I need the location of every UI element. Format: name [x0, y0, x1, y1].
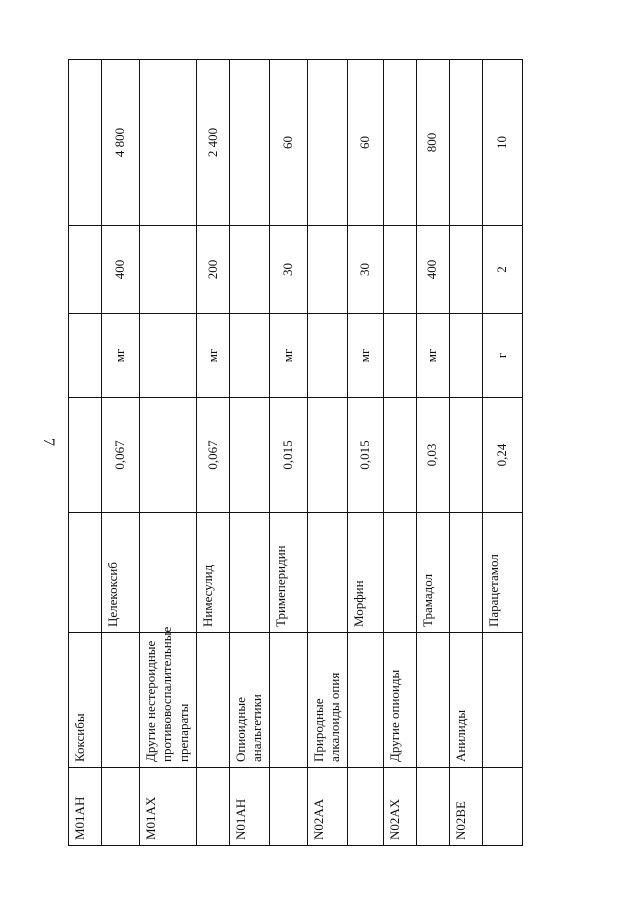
table-row: [416, 60, 449, 846]
cell-substance: Трамадол: [416, 513, 449, 633]
cell-substance: [449, 513, 482, 633]
cell-total: [307, 60, 347, 226]
cell-dose: [307, 226, 347, 314]
table-row: [69, 60, 102, 846]
cell-total: 10: [482, 60, 522, 226]
table-row: [197, 60, 230, 846]
cell-group: Другие нестероидные противовоспалительные препараты: [140, 633, 197, 768]
cell-ddd: 0,03: [416, 398, 449, 513]
cell-total: 800: [416, 60, 449, 226]
cell-ddd: [383, 398, 416, 513]
cell-total: 60: [269, 60, 307, 226]
cell-unit: [307, 314, 347, 398]
cell-group: Природные алкалоиды опия: [307, 633, 347, 768]
cell-substance: Морфин: [347, 513, 383, 633]
cell-total: 2 400: [197, 60, 230, 226]
cell-group: Опиоидные анальгетики: [230, 633, 270, 768]
cell-total: [449, 60, 482, 226]
cell-group: [269, 633, 307, 768]
cell-group: [102, 633, 140, 768]
cell-group: [197, 633, 230, 768]
cell-dose: [383, 226, 416, 314]
cell-dose: 400: [416, 226, 449, 314]
table-row: [482, 60, 522, 846]
cell-code: N02AX: [383, 768, 416, 846]
cell-code: [269, 768, 307, 846]
cell-code: [347, 768, 383, 846]
cell-dose: 200: [197, 226, 230, 314]
table-row: [307, 60, 347, 846]
table-row: [140, 60, 197, 846]
cell-total: [140, 60, 197, 226]
cell-unit: г: [482, 314, 522, 398]
cell-group: [347, 633, 383, 768]
cell-dose: [69, 226, 102, 314]
drug-table: [68, 59, 523, 846]
cell-dose: [140, 226, 197, 314]
cell-total: [383, 60, 416, 226]
cell-substance: [383, 513, 416, 633]
cell-unit: мг: [102, 314, 140, 398]
cell-unit: [69, 314, 102, 398]
cell-unit: [383, 314, 416, 398]
cell-unit: [230, 314, 270, 398]
table-row: [269, 60, 307, 846]
cell-ddd: 0,067: [102, 398, 140, 513]
cell-substance: [230, 513, 270, 633]
cell-ddd: 0,015: [269, 398, 307, 513]
cell-ddd: [307, 398, 347, 513]
cell-dose: [449, 226, 482, 314]
cell-group: Другие опиоиды: [383, 633, 416, 768]
cell-dose: 400: [102, 226, 140, 314]
cell-total: [69, 60, 102, 226]
cell-substance: Целекоксиб: [102, 513, 140, 633]
page-number: 7: [40, 438, 57, 446]
cell-ddd: 0,067: [197, 398, 230, 513]
cell-code: [482, 768, 522, 846]
cell-ddd: [69, 398, 102, 513]
cell-dose: [230, 226, 270, 314]
cell-ddd: [230, 398, 270, 513]
table-row: [347, 60, 383, 846]
cell-total: [230, 60, 270, 226]
cell-code: [197, 768, 230, 846]
cell-substance: [307, 513, 347, 633]
cell-unit: мг: [416, 314, 449, 398]
cell-unit: [140, 314, 197, 398]
cell-group: [482, 633, 522, 768]
cell-group: [416, 633, 449, 768]
cell-code: N01AH: [230, 768, 270, 846]
cell-code: N02AA: [307, 768, 347, 846]
cell-dose: 30: [347, 226, 383, 314]
cell-substance: Тримеперидин: [269, 513, 307, 633]
cell-code: M01AX: [140, 768, 197, 846]
table-row: [102, 60, 140, 846]
cell-dose: 30: [269, 226, 307, 314]
cell-unit: мг: [197, 314, 230, 398]
cell-code: [416, 768, 449, 846]
cell-substance: Парацетамол: [482, 513, 522, 633]
cell-code: N02BE: [449, 768, 482, 846]
cell-total: 4 800: [102, 60, 140, 226]
cell-unit: мг: [347, 314, 383, 398]
cell-code: [102, 768, 140, 846]
cell-substance: [69, 513, 102, 633]
table-row: [230, 60, 270, 846]
rotated-table: [68, 60, 509, 846]
cell-dose: 2: [482, 226, 522, 314]
cell-total: 60: [347, 60, 383, 226]
cell-ddd: 0,015: [347, 398, 383, 513]
cell-ddd: 0,24: [482, 398, 522, 513]
cell-substance: [140, 513, 197, 633]
table-row: [383, 60, 416, 846]
cell-unit: мг: [269, 314, 307, 398]
cell-ddd: [140, 398, 197, 513]
cell-unit: [449, 314, 482, 398]
cell-code: M01AH: [69, 768, 102, 846]
table-row: [449, 60, 482, 846]
table-container: [68, 60, 509, 846]
cell-group: Коксибы: [69, 633, 102, 768]
cell-group: Анилиды: [449, 633, 482, 768]
cell-substance: Нимесулид: [197, 513, 230, 633]
cell-ddd: [449, 398, 482, 513]
